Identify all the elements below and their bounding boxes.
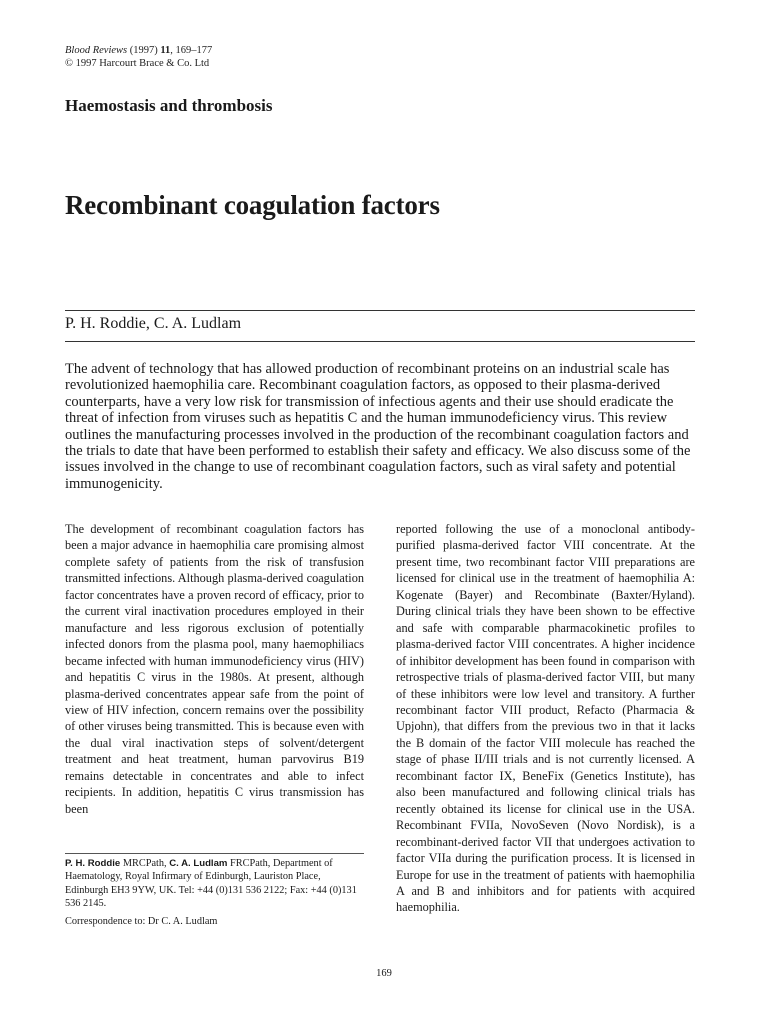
journal-pages: , 169–177: [170, 45, 213, 56]
author-line: P. H. Roddie, C. A. Ludlam: [65, 315, 242, 332]
footnote-divider: [65, 853, 364, 854]
author-name-1: P. H. Roddie: [65, 858, 121, 869]
citation-line: [65, 44, 212, 57]
author-affiliation: [65, 857, 364, 910]
journal-citation: [65, 44, 212, 70]
section-heading: Haemostasis and thrombosis: [65, 96, 273, 115]
correspondence-line: Correspondence to: Dr C. A. Ludlam: [65, 916, 218, 928]
journal-volume: 11: [160, 45, 171, 56]
journal-year: (1997): [127, 45, 161, 56]
author-rule-top: [65, 310, 695, 311]
author-footnote: [65, 857, 364, 928]
author-name-2: C. A. Ludlam: [169, 858, 228, 869]
author-address: FRCPath, Department of Haematology, Royal Infirmary of Edinburgh, Lauriston Place, Edinburgh EH3 9YW, UK. Tel: +44 (0)131 536 2122; Fax: +44 (0)131 536 2145.: [65, 858, 357, 909]
author-credential-1: MRCPath,: [120, 858, 170, 869]
author-rule-bottom: [65, 341, 695, 342]
copyright-line: © 1997 Harcourt Brace & Co. Ltd: [65, 58, 210, 69]
abstract: The advent of technology that has allowed production of recombinant proteins on an industrial scale has revolutionized haemophilia care. Recombinant coagulation factors, as opposed to their plasma-derived counterparts, have a very low risk for transmission of infectious agents and their use should eradicate the threat of infection from viruses such as hepatitis C and the human immunodeficiency virus. This review outlines the manufacturing processes involved in the production of the recombinant coagulation factors and the trials to date that have been performed to establish their safety and efficacy. We also discuss some of the issues involved in the change to use of recombinant coagulation factors, such as viral safety and potential immunogenicity.: [65, 361, 691, 492]
page-number: 169: [376, 968, 392, 979]
body-column-right: reported following the use of a monoclonal antibody-purified plasma-derived factor VIII concentrate. At the present time, two recombinant factor VIII preparations are licensed for clinical use in the treatment of haemophilia A: Kogenate (Bayer) and Recombinate (Baxter/Hyland). During clinical trials they have been shown to be effective and safe with comparable pharmacokinetic profiles to plasma-derived factor VIII concentrates. A higher incidence of inhibitor development has been found in comparison with retrospective trials of plasma-derived factor VIII, but many of these inhibitors were low level and transitory. A further recombinant factor VIII product, Refacto (Pharmacia & Upjohn), that differs from the previous two in that it lacks the B domain of the factor VIII molecule has reached the stage of phase II/III trials and is not currently licensed. A recombinant factor IX, BeneFix (Genetics Institute), has also been manufactured and following clinical trials has recently obtained its license for clinical use in the USA. Recombinant FVIIa, NovoSeven (Novo Nordisk), is a recombinant-derived factor VII that undergoes activation to factor VIIa during the purification process. It is licensed in Europe for use in the treatment of patients with haemophilia A and B and inhibitors and for patients with acquired haemophilia.: [396, 522, 695, 915]
journal-name: Blood Reviews: [65, 45, 128, 56]
body-column-left: The development of recombinant coagulation factors has been a major advance in haemophilia care promising almost complete safety of patients from the risk of transfusion transmitted infections. Although plasma-derived coagulation factor concentrates have a proven record of efficacy, prior to the current viral inactivation procedures employed in their manufacture and less rigorous exclusion of potentially infected donors from the plasma pool, many haemophiliacs became infected with human immunodeficiency virus (HIV) and hepatitis C virus in the 1980s. At present, although plasma-derived concentrates appear safe from the point of view of HIV infection, concern remains over the possibility of other viruses being transmitted. This is because even with the dual viral inactivation steps of solvent/detergent treatment and heat treatment, human parvovirus B19 remains detectable in concentrates and able to infect recipients. In addition, hepatitis C virus transmission has been: [65, 522, 364, 816]
article-title: Recombinant coagulation factors: [65, 190, 440, 220]
